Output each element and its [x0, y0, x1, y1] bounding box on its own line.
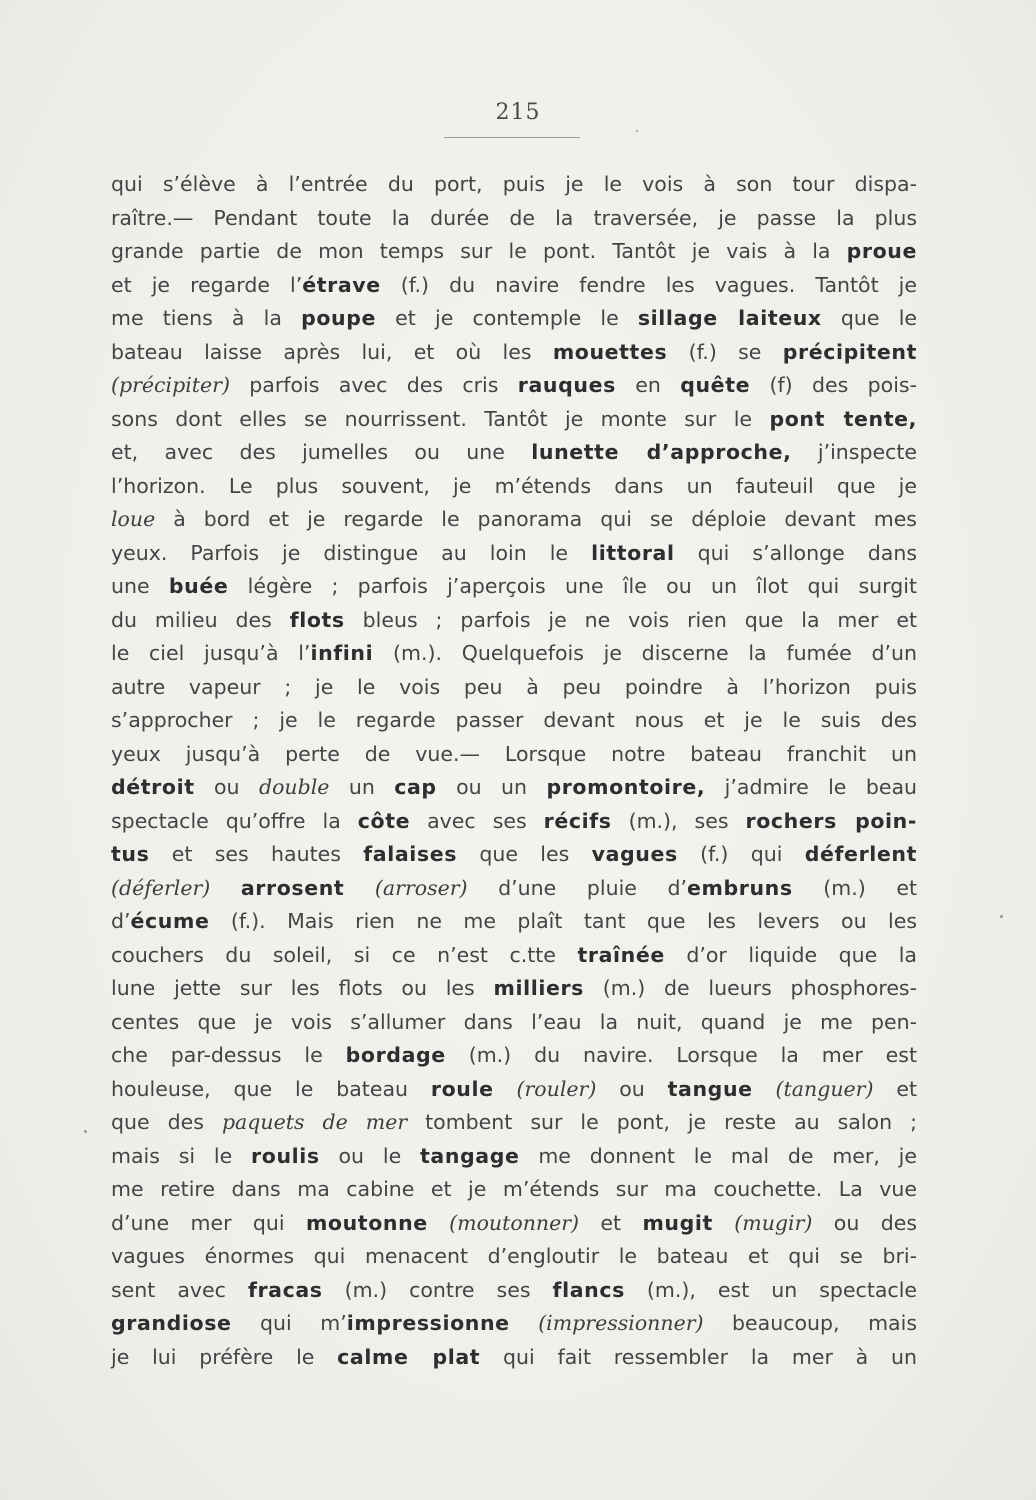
bold-term: promontoire, [546, 775, 706, 799]
bold-term: proue [846, 239, 917, 263]
text-segment: raître.— Pendant toute la durée de la traversée, je passe la plus [111, 205, 917, 230]
text-line [111, 1341, 917, 1375]
bold-term: littoral [591, 540, 675, 565]
bold-term: roulis [251, 1143, 320, 1168]
page-number: 215 [495, 100, 541, 125]
text-segment: centes que je vois s’allumer dans l’eau la nuit, quand je me pen- [111, 1009, 917, 1034]
bold-term: détroit [111, 775, 195, 799]
text-line [111, 1073, 917, 1107]
bold-term: grandiose [111, 1311, 232, 1335]
bold-term: fracas [247, 1277, 323, 1302]
bold-term: infini [310, 641, 374, 665]
text-segment: en [615, 373, 681, 397]
text-segment: sons dont elles se nourrissent. Tantôt je monte sur le [111, 406, 770, 431]
paper-speck [636, 130, 638, 132]
text-segment: yeux jusqu’à perte de vue.— Lorsque notre bateau franchit un [111, 741, 917, 766]
bold-term: lunette d’approche, [531, 440, 792, 464]
text-segment [210, 876, 241, 900]
bold-term: quête [680, 373, 751, 397]
text-line [111, 637, 917, 671]
bold-term: tangage [420, 1143, 520, 1168]
text-segment: yeux. Parfois je distingue au loin le [111, 540, 592, 565]
paper-speck [84, 1130, 87, 1133]
text-segment: légère ; parfois j’aperçois une île ou un îlot qui surgit [228, 574, 917, 598]
bold-term: étrave [302, 272, 381, 297]
text-line [111, 537, 917, 571]
text-segment: parfois avec des cris [229, 373, 518, 397]
bold-term: poupe [301, 306, 377, 330]
text-segment [713, 1211, 734, 1235]
text-segment: à bord et je regarde le panorama qui se déploie devant mes [155, 507, 917, 531]
text-segment: houleuse, que le bateau [111, 1076, 431, 1101]
text-line [111, 1106, 917, 1140]
text-line [111, 470, 917, 504]
text-segment: spectacle qu’offre la [111, 808, 358, 833]
bold-term: flots [289, 607, 345, 632]
text-line [111, 1240, 917, 1274]
text-line [111, 939, 917, 973]
bold-term: précipitent [782, 339, 917, 364]
bold-term: écume [130, 909, 210, 933]
text-segment: me tiens à la [111, 306, 302, 330]
text-segment: d’une mer qui [111, 1210, 306, 1235]
bold-term: bordage [345, 1043, 446, 1067]
bold-term: buée [168, 574, 229, 598]
italic-term: paquets de mer [221, 1110, 408, 1134]
text-segment: et je contemple le [376, 306, 638, 330]
text-segment: (f.) du navire fendre les vagues. Tantôt je [380, 272, 917, 297]
text-segment [494, 1077, 517, 1101]
text-segment: (m.) de lueurs phosphores- [583, 976, 918, 1000]
text-segment: j’admire le beau [705, 775, 917, 799]
text-line [111, 905, 917, 939]
bold-term: calme plat [337, 1344, 481, 1369]
text-line [111, 302, 917, 336]
bold-term: tus [111, 842, 150, 866]
text-line [111, 1207, 917, 1241]
text-line [111, 805, 917, 839]
text-segment: (f.) qui [677, 842, 805, 866]
bold-term: impressionne [346, 1311, 510, 1335]
text-segment: couchers du soleil, si ce n’est c.tte [111, 942, 578, 967]
text-segment: que les [457, 842, 592, 866]
bold-term: pont tente, [769, 406, 917, 431]
text-line [111, 671, 917, 705]
bold-term: cap [394, 775, 437, 799]
text-line [111, 436, 917, 470]
bold-term: moutonne [305, 1210, 428, 1235]
text-segment: je lui préfère le [111, 1344, 338, 1369]
text-segment [428, 1211, 449, 1235]
text-segment: qui fait ressembler la mer à un [480, 1344, 918, 1369]
bold-term: mouettes [552, 339, 668, 364]
text-segment: le ciel jusqu’à l’ [111, 641, 311, 665]
header-rule [444, 137, 580, 138]
text-segment: tombent sur le pont, je reste au salon ; [407, 1110, 918, 1134]
text-segment: (m.). Quelquefois je discerne la fumée d’un [373, 641, 918, 665]
text-line [111, 738, 917, 772]
bold-term: flancs [552, 1277, 625, 1302]
text-line [111, 838, 917, 872]
text-segment: lune jette sur les flots ou les [111, 976, 494, 1000]
text-line [111, 1274, 917, 1308]
text-segment: ou un [436, 775, 547, 799]
body-text [111, 168, 917, 1374]
text-segment: que le [821, 306, 918, 330]
text-line [111, 1039, 917, 1073]
text-segment: (m.), est un spectacle [624, 1277, 917, 1302]
text-segment [753, 1077, 776, 1101]
italic-term: (moutonner) [449, 1210, 580, 1235]
text-segment: bateau laisse après lui, et où les [111, 339, 553, 364]
text-line [111, 336, 917, 370]
text-segment: beaucoup, mais [703, 1311, 917, 1335]
bold-term: côte [357, 808, 411, 833]
text-segment: un [329, 775, 395, 799]
text-line [111, 1006, 917, 1040]
text-line [111, 369, 917, 403]
text-segment: et [873, 1076, 917, 1101]
text-segment [344, 876, 375, 900]
bold-term: milliers [493, 976, 584, 1000]
text-segment: l’horizon. Le plus souvent, je m’étends dans un fauteuil que je [111, 473, 917, 498]
bold-term: roule [430, 1076, 494, 1101]
text-line [111, 604, 917, 638]
paper-speck [1000, 915, 1003, 918]
text-segment: d’ [111, 909, 131, 933]
bold-term: récifs [543, 808, 612, 833]
bold-term: vagues [591, 842, 678, 866]
text-line [111, 872, 917, 906]
bold-term: mugit [642, 1210, 713, 1235]
text-segment: que des [111, 1110, 222, 1134]
text-segment: (m.) et [792, 875, 917, 900]
text-segment: s’approcher ; je le regarde passer devant nous et je le suis des [111, 708, 917, 732]
text-line [111, 771, 917, 805]
text-segment: (m.), ses [611, 808, 746, 833]
italic-term: double [258, 775, 330, 799]
text-line [111, 235, 917, 269]
text-segment: (f.). Mais rien ne me plaît tant que les levers ou les [209, 909, 917, 933]
bold-term: sillage laiteux [637, 306, 822, 330]
text-segment: d’une pluie d’ [467, 875, 688, 900]
text-segment: (m.) du navire. Lorsque la mer est [445, 1043, 917, 1067]
text-line [111, 1140, 917, 1174]
text-line [111, 1173, 917, 1207]
text-segment: et je regarde l’ [111, 272, 303, 297]
text-line [111, 403, 917, 437]
text-line [111, 168, 917, 202]
text-segment: (f.) se [667, 339, 783, 364]
italic-term: (déferler) [111, 875, 211, 900]
text-line [111, 704, 917, 738]
text-segment: me donnent le mal de mer, je [519, 1143, 917, 1168]
text-segment: ou [596, 1076, 668, 1101]
italic-term: loue [111, 507, 156, 531]
text-segment: et [579, 1210, 643, 1235]
text-segment: qui s’allonge dans [674, 540, 917, 565]
text-segment: et, avec des jumelles ou une [111, 440, 532, 464]
text-segment: (m.) contre ses [322, 1277, 553, 1302]
text-segment: ou [194, 775, 259, 799]
text-segment: (f) des pois- [750, 373, 917, 397]
italic-term: (tanguer) [775, 1076, 874, 1101]
text-segment: me retire dans ma cabine et je m’étends sur ma couchette. La vue [111, 1177, 917, 1201]
text-line [111, 269, 917, 303]
text-segment: du milieu des [111, 607, 290, 632]
italic-term: (précipiter) [111, 373, 230, 397]
text-line [111, 503, 917, 537]
italic-term: (rouler) [516, 1076, 597, 1101]
bold-term: embruns [687, 875, 793, 900]
bold-term: traînée [577, 942, 665, 967]
text-segment: une [111, 574, 169, 598]
text-segment: ou des [812, 1210, 917, 1235]
text-segment: d’or liquide que la [664, 942, 917, 967]
bold-term: rauques [517, 373, 616, 397]
text-segment: j’inspecte [791, 440, 918, 464]
text-line [111, 1307, 917, 1341]
italic-term: (impressionner) [538, 1311, 704, 1335]
text-segment: qui s’élève à l’entrée du port, puis je le vois à son tour dispa- [111, 172, 917, 196]
bold-term: déferlent [804, 842, 917, 866]
text-segment: et ses hautes [149, 842, 364, 866]
text-segment: autre vapeur ; je le vois peu à peu poindre à l’horizon puis [111, 674, 917, 699]
bold-term: tangue [667, 1076, 753, 1101]
text-segment: vagues énormes qui menacent d’engloutir le bateau et qui se bri- [111, 1244, 917, 1268]
text-line [111, 972, 917, 1006]
bold-term: rochers poin- [745, 808, 917, 833]
text-segment: che par-dessus le [111, 1043, 346, 1067]
text-segment: ou le [319, 1143, 420, 1168]
italic-term: (mugir) [734, 1210, 813, 1235]
text-segment: mais si le [111, 1143, 252, 1168]
italic-term: (arroser) [374, 875, 468, 900]
bold-term: arrosent [240, 875, 345, 900]
text-segment: bleus ; parfois je ne vois rien que la mer et [344, 607, 917, 632]
text-line [111, 202, 917, 236]
text-line [111, 570, 917, 604]
text-segment: sent avec [111, 1277, 248, 1302]
text-segment: grande partie de mon temps sur le pont. Tantôt je vais à la [111, 239, 847, 263]
bold-term: falaises [363, 842, 458, 866]
text-segment [510, 1311, 539, 1335]
text-segment: avec ses [410, 808, 544, 833]
text-segment: qui m’ [231, 1311, 347, 1335]
